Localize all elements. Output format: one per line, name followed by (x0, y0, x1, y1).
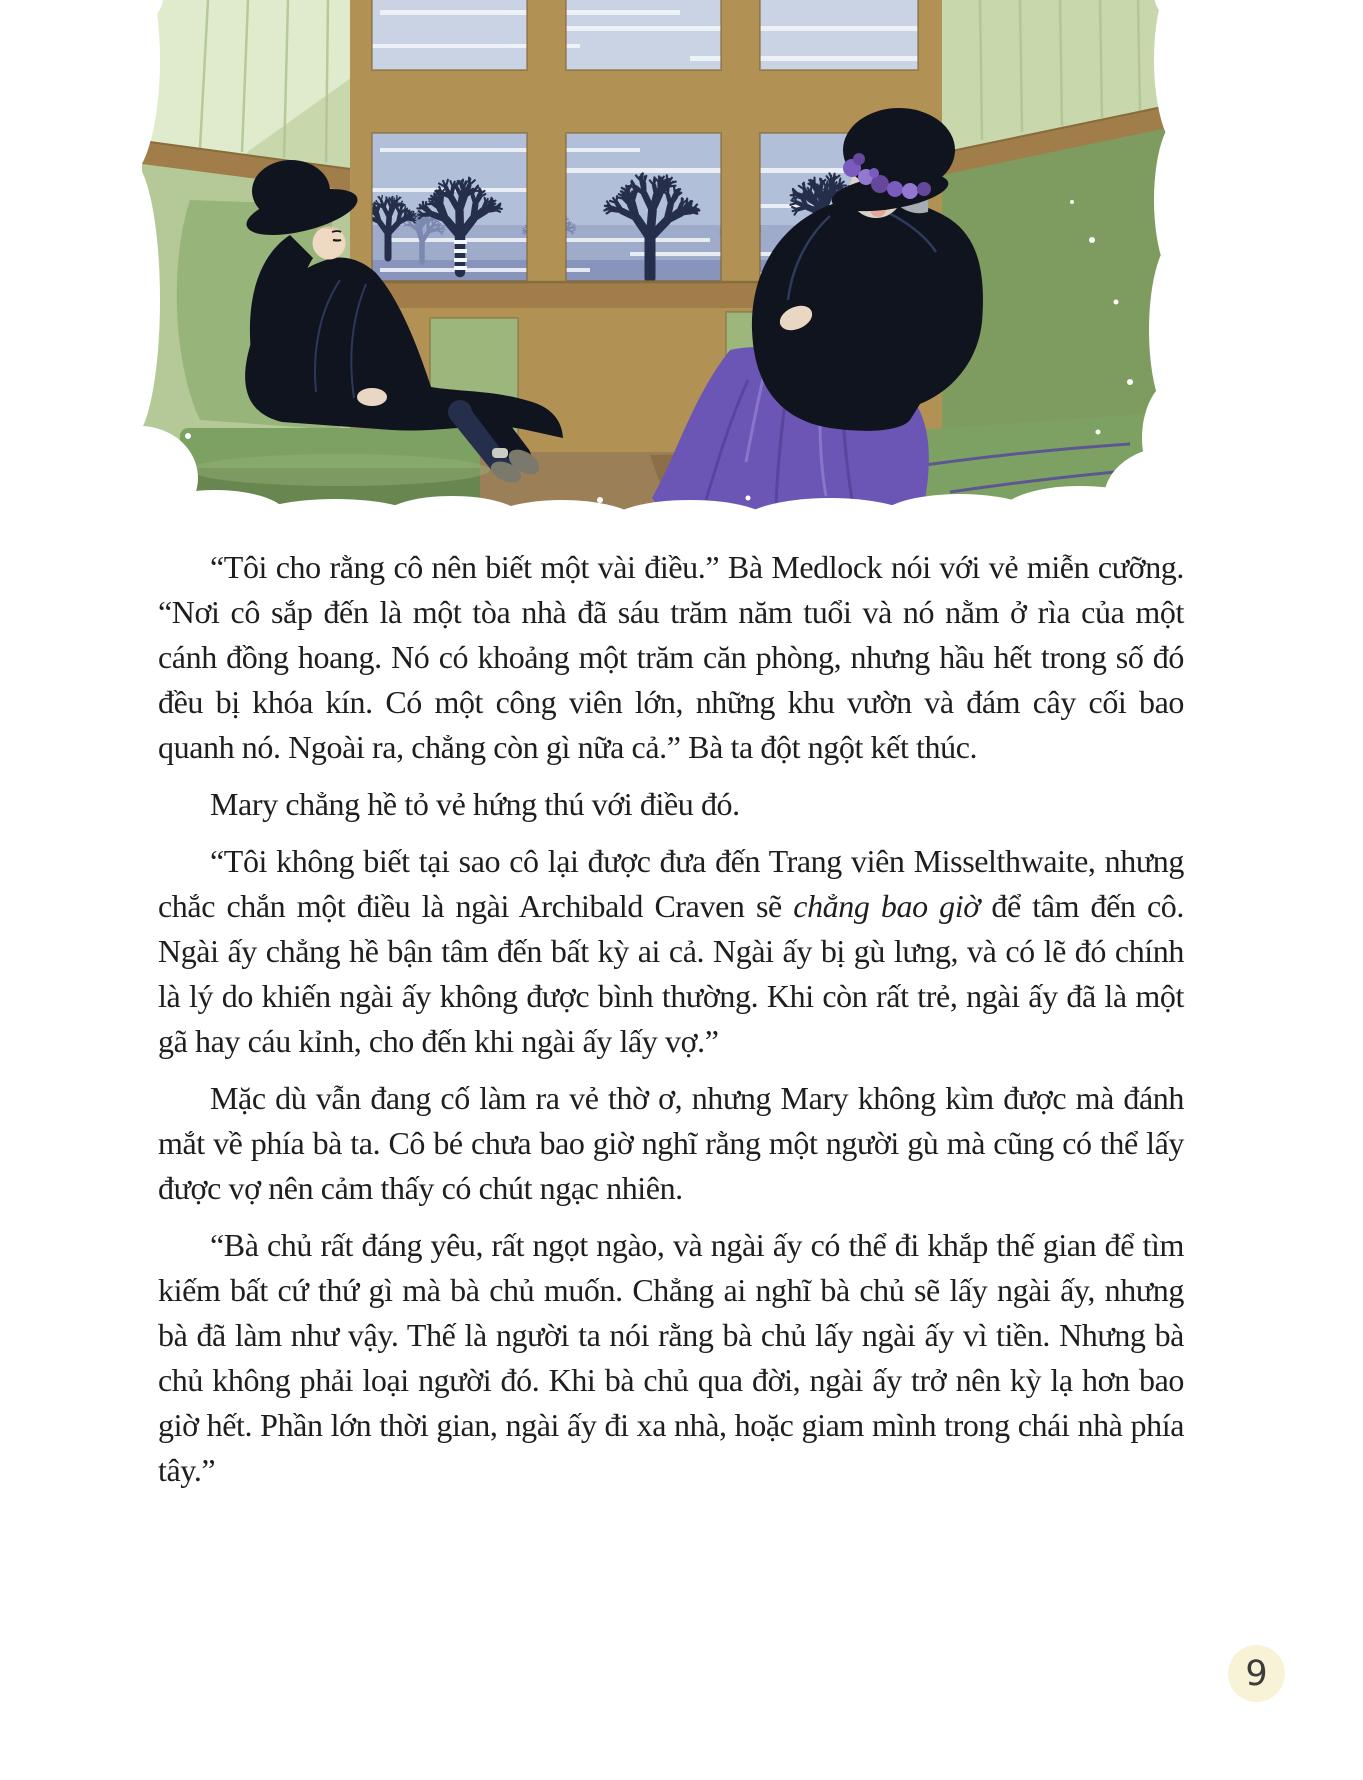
paragraph: Mặc dù vẫn đang cố làm ra vẻ thờ ơ, nhưng Mary không kìm được mà đánh mắt về phía bà ta. Cô bé chưa bao giờ nghĩ rằng một người gù mà cũng có thể lấy được vợ nên cảm thấy có chút ngạc nhiên. (158, 1080, 1184, 1206)
paragraph: “Tôi không biết tại sao cô lại được đưa đến Trang viên Misselthwaite, nhưng chắc chắn một điều là ngài Archibald Craven sẽ chẳng bao giờ để tâm đến cô. Ngài ấy chẳng hề bận tâm đến bất kỳ ai cả. Ngài ấy bị gù lưng, và có lẽ đó chính là lý do khiến ngài ấy không được bình thường. Khi còn rất trẻ, ngài ấy đã là một gã hay cáu kỉnh, cho đến khi ngài ấy lấy vợ.” (158, 843, 1184, 1059)
paragraph: “Bà chủ rất đáng yêu, rất ngọt ngào, và ngài ấy có thể đi khắp thế gian để tìm kiếm bất cứ thứ gì mà bà chủ muốn. Chẳng ai nghĩ bà chủ sẽ lấy ngài ấy, nhưng bà đã làm như vậy. Thế là người ta nói rằng bà chủ lấy ngài ấy vì tiền. Nhưng bà chủ không phải loại người đó. Khi bà chủ qua đời, ngài ấy trở nên kỳ lạ hơn bao giờ hết. Phần lớn thời gian, ngài ấy đi xa nhà, hoặc giam mình trong chái nhà phía tây.” (158, 1227, 1184, 1488)
compartment-illustration (130, 0, 1190, 522)
story-text (158, 545, 1184, 1505)
mary-hands (357, 388, 387, 406)
paragraph: “Tôi cho rằng cô nên biết một vài điều.” Bà Medlock nói với vẻ miễn cưỡng. “Nơi cô sắp đến là một tòa nhà đã sáu trăm năm tuổi và nó nằm ở rìa của một cánh đồng hoang. Nó có khoảng một trăm căn phòng, nhưng hầu hết trong số đó đều bị khóa kín. Có một công viên lớn, những khu vườn và đám cây cối bao quanh nó. Ngoài ra, chẳng còn gì nữa cả.” Bà ta đột ngột kết thúc. (158, 549, 1184, 765)
page-number-badge (1228, 1645, 1285, 1702)
page-number: 9 (1245, 1653, 1268, 1694)
paragraph: Mary chẳng hề tỏ vẻ hứng thú với điều đó. (210, 786, 740, 822)
